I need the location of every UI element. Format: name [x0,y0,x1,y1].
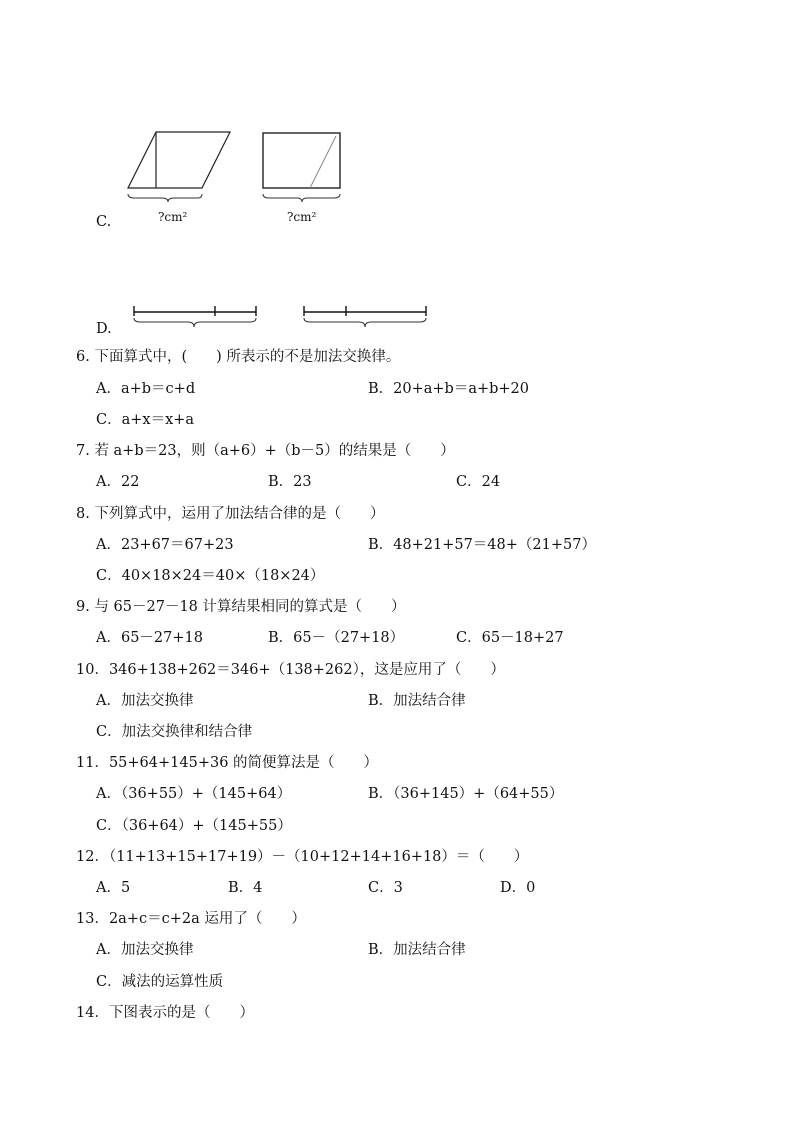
option-b: B．20+a+b＝a+b+20 [368,381,530,397]
option-c: C．24 [456,474,501,490]
option-a: A．a+b＝c+d [96,381,196,397]
question-stem: 7. 若 a+b＝23，则（a+6）+（b－5）的结果是（ ） [76,443,455,459]
rectangle-shape [263,133,340,188]
option-c: C．（36+64）+（145+55） [96,818,292,834]
question-stem: 11．55+64+145+36 的简便算法是（ ） [76,755,379,771]
option-b: B．加法结合律 [368,693,466,709]
option-a: A．65－27+18 [96,630,203,646]
option-a: A．加法交换律 [96,693,194,709]
option-b: B．加法结合律 [368,942,466,958]
option-a: A．23+67＝67+23 [96,537,234,553]
option-c-label: C. [96,214,112,230]
left-segment-brace [134,318,256,327]
question-stem: 8. 下列算式中，运用了加法结合律的是（ ） [76,506,385,522]
parallelogram-brace [128,194,202,202]
question-stem: 9. 与 65－27－18 计算结果相同的算式是（ ） [76,599,406,615]
parallelogram-rectangle-figure [122,128,372,218]
option-c: C．加法交换律和结合律 [96,724,253,740]
option-d-label: D. [96,321,112,337]
question-stem: 12．（11+13+15+17+19）－（10+12+14+16+18）＝（ ） [76,849,529,865]
rectangle-caption: ?cm² [287,210,317,224]
question-stem: 13．2a+c＝c+2a 运用了（ ） [76,911,306,927]
parallelogram-caption: ?cm² [158,210,188,224]
option-b: B．23 [268,474,312,490]
option-c: C．40×18×24＝40×（18×24） [96,568,325,584]
question-stem: 6. 下面算式中，( ) 所表示的不是加法交换律。 [76,349,401,365]
option-b: B．（36+145）+（64+55） [368,786,564,802]
option-c: C．65－18+27 [456,630,564,646]
option-a: A．（36+55）+（145+64） [96,786,292,802]
question-stem: 10．346+138+262＝346+（138+262），这是应用了（ ） [76,662,505,678]
rectangle-brace [263,194,340,202]
option-c: C．a+x＝x+a [96,412,195,428]
option-c: C．3 [368,880,403,896]
option-a: A．22 [96,474,140,490]
option-a: A．5 [96,880,131,896]
option-d: D．0 [500,880,536,896]
rectangle-diagonal-line [310,136,336,188]
option-b: B．4 [228,880,263,896]
option-b: B．65－（27+18） [268,630,405,646]
segment-diagram [128,300,438,340]
parallelogram-shape [128,132,230,188]
question-stem: 14．下图表示的是（ ） [76,1005,254,1021]
option-b: B．48+21+57＝48+（21+57） [368,537,596,553]
right-segment-brace [304,318,426,327]
option-a: A．加法交换律 [96,942,194,958]
option-c: C．减法的运算性质 [96,974,224,990]
